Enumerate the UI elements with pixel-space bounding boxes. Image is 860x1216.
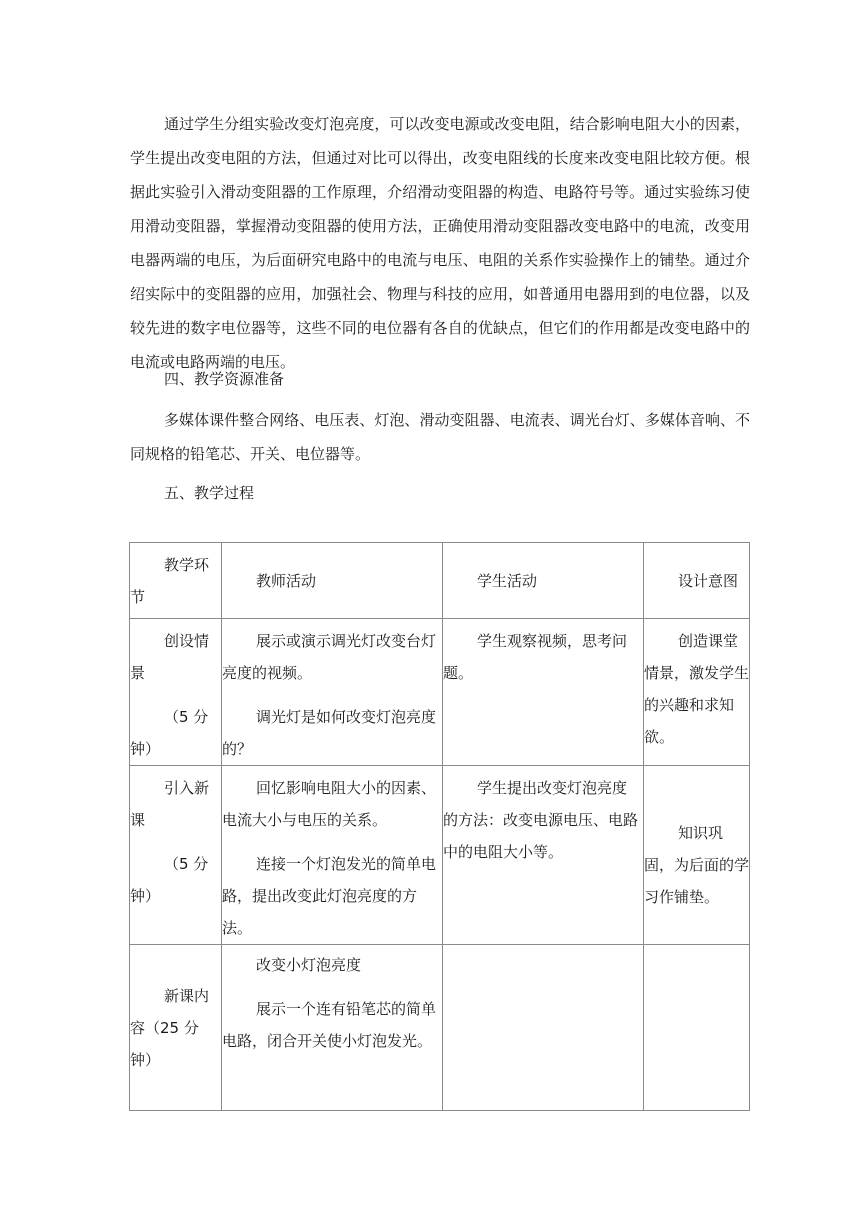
- resources-paragraph: 多媒体课件整合网络、电压表、灯泡、滑动变阻器、电流表、调光台灯、多媒体音响、不同规格的铅笔芯、开关、电位器等。: [130, 411, 750, 463]
- table-header-row: [130, 543, 750, 619]
- stage-cell: 创设情 景 （5 分 钟）: [130, 619, 222, 766]
- table-row: [130, 619, 750, 766]
- teacher-activity-cell: 展示或演示调光灯改变台灯 亮度的视频。 调光灯是如何改变灯泡亮度 的？: [222, 619, 443, 766]
- student-activity-cell: 学生提出改变灯泡亮度 的方法：改变电源电压、电路 中的电阻大小等。: [443, 766, 644, 945]
- header-intent: 设计意图: [644, 543, 750, 619]
- header-student: 学生活动: [443, 543, 644, 619]
- stage-cell: 新课内 容（25 分钟）: [130, 945, 222, 1111]
- intro-paragraph: 通过学生分组实验改变灯泡亮度，可以改变电源或改变电阻，结合影响电阻大小的因素，学生提出改变电阻的方法，但通过对比可以得出，改变电阻线的长度来改变电阻比较方便。根据此实验引入滑动变阻器的工作原理，介绍滑动变阻器的构造、电路符号等。通过实验练习使用滑动变阻器，掌握滑动变阻器的使用方法，正确使用滑动变阻器改变电路中的电流，改变用电器两端的电压，为后面研究电路中的电流与电压、电阻的关系作实验操作上的铺垫。通过介绍实际中的变阻器的应用，加强社会、物理与科技的应用，如普通用电器用到的电位器，以及较先进的数字电位器等，这些不同的电位器有各自的优缺点，但它们的作用都是改变电路中的电流或电路两端的电压。: [130, 115, 750, 371]
- table-row: [130, 945, 750, 1111]
- teacher-activity-cell: 改变小灯泡亮度 展示一个连有铅笔芯的简单 电路，闭合开关使小灯泡发光。: [222, 945, 443, 1111]
- section-4-title: 四、教学资源准备: [164, 370, 285, 388]
- student-activity-cell: 学生观察视频，思考问 题。: [443, 619, 644, 766]
- header-teacher: 教师活动: [222, 543, 443, 619]
- header-stage: 教学环 节: [130, 543, 222, 619]
- teaching-process-table: [129, 542, 750, 1111]
- section-5-title: 五、教学过程: [164, 484, 255, 502]
- student-activity-cell: [443, 945, 644, 1111]
- stage-cell: 引入新 课 （5 分 钟）: [130, 766, 222, 945]
- design-intent-cell: [644, 945, 750, 1111]
- design-intent-cell: 创造课堂 情景，激发学生 的兴趣和求知 欲。: [644, 619, 750, 766]
- table-row: [130, 766, 750, 945]
- design-intent-cell: 知识巩 固，为后面的学 习作铺垫。: [644, 766, 750, 945]
- teacher-activity-cell: 回忆影响电阻大小的因素、 电流大小与电压的关系。 连接一个灯泡发光的简单电 路，提出改变此灯泡亮度的方法。: [222, 766, 443, 945]
